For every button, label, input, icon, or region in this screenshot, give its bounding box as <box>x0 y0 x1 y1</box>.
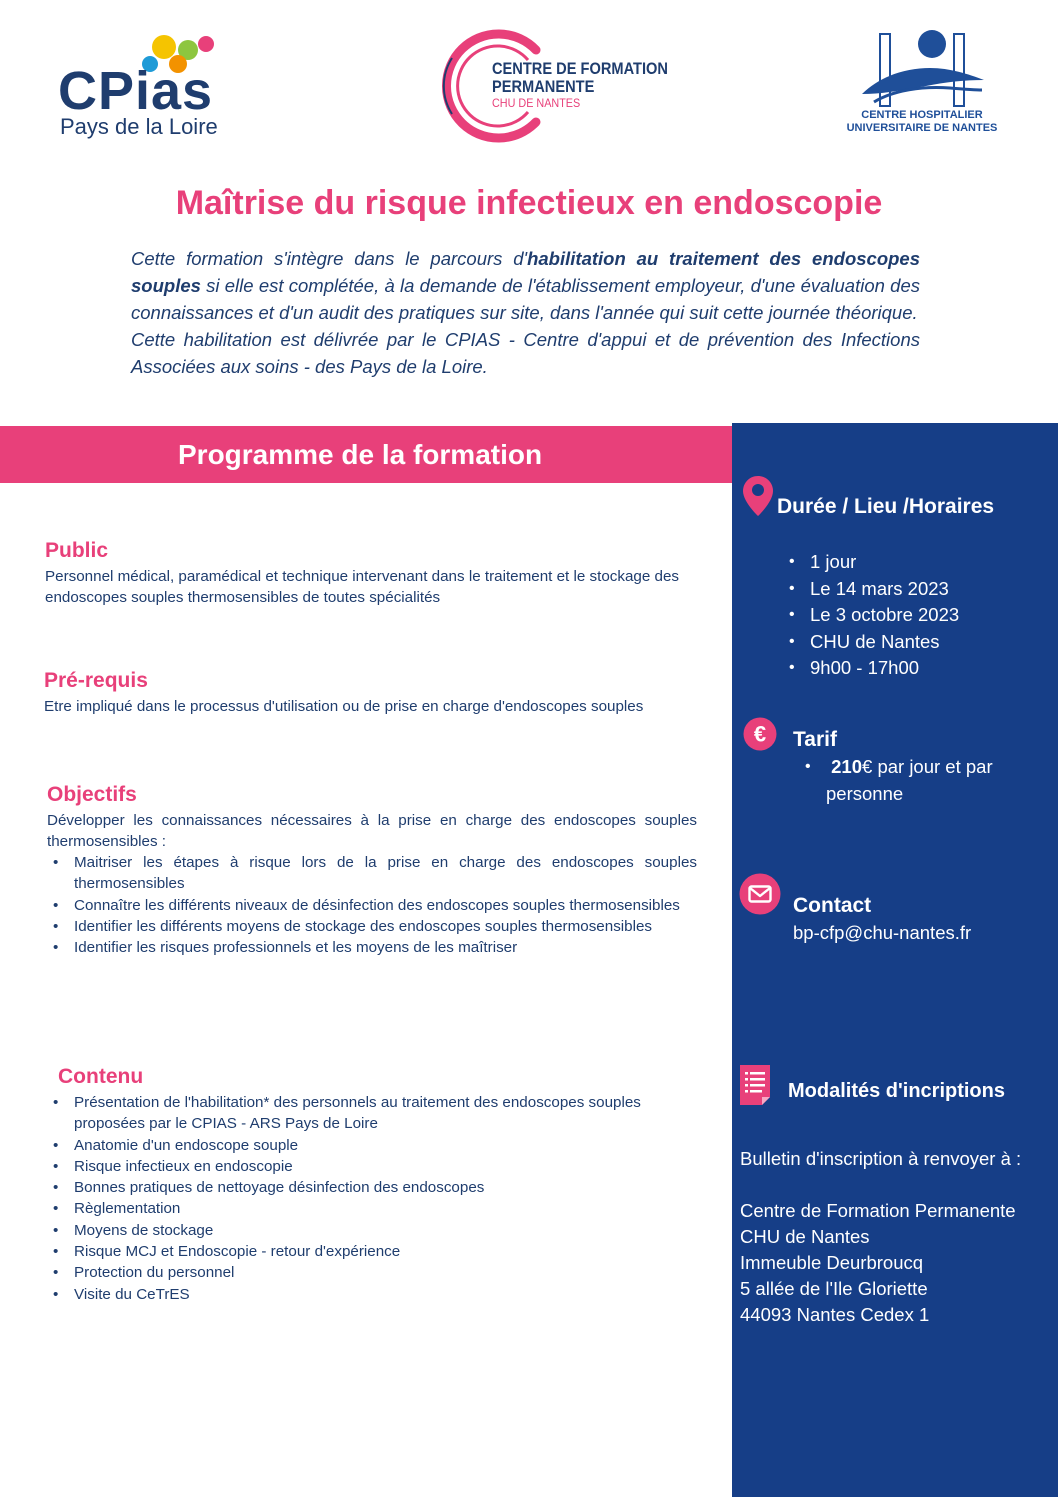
list-item: • Identifier les risques professionnels et les moyens de les maîtriser <box>47 937 697 958</box>
contact-title: Contact <box>793 894 872 917</box>
list-item: • Moyens de stockage <box>47 1220 687 1241</box>
objectifs-intro: Développer les connaissances nécessaires à la prise en charge des endoscopes souples thermosensibles : <box>47 812 697 851</box>
address-line-4: 5 allée de l'Ile Gloriette <box>740 1278 928 1299</box>
intro-p1-before: Cette formation s'intègre dans le parcours d' <box>131 248 528 269</box>
chu-logo-line2: UNIVERSITAIRE DE NANTES <box>846 122 998 134</box>
location-pin-icon <box>742 475 774 517</box>
list-item: • Le 3 octobre 2023 <box>810 602 959 629</box>
tarif-price-rest: € par jour et par <box>862 756 993 777</box>
public-title: Public <box>45 539 109 562</box>
address-line-3: Immeuble Deurbroucq <box>740 1252 924 1273</box>
programme-banner <box>0 426 732 483</box>
intro-p1-after: si elle est complétée, à la demande de l'établissement employeur, d'une évaluation des connaissances et d'un audit des pratiques sur site, dans l'année qui suit cette journée théorique. <box>131 275 920 323</box>
chu-logo <box>842 28 1002 140</box>
address-line-5: 44093 Nantes Cedex 1 <box>740 1304 930 1325</box>
list-item: • Maitriser les étapes à risque lors de la prise en charge des endoscopes souples thermosensibles <box>47 852 697 895</box>
contact-email[interactable]: bp-cfp@chu-nantes.fr <box>793 922 972 943</box>
list-item: • Bonnes pratiques de nettoyage désinfection des endoscopes <box>47 1177 687 1198</box>
intro-p1 <box>131 245 920 326</box>
intro-paragraph <box>131 245 920 380</box>
intro-p1-bold: habilitation au traitement des endoscopes souples <box>131 248 920 296</box>
intro-p2: Cette habilitation est délivrée par le CPIAS - Centre d'appui et de prévention des Infections Associées aux soins - des Pays de la Loire. <box>131 329 920 377</box>
list-item: • Identifier les différents moyens de stockage des endoscopes souples thermosensibles <box>47 916 697 937</box>
objectifs-title: Objectifs <box>47 783 137 806</box>
list-item: • Risque MCJ et Endoscopie - retour d'expérience <box>47 1241 687 1262</box>
document-icon <box>738 1063 772 1107</box>
list-item: • CHU de Nantes <box>810 629 959 656</box>
list-item <box>826 754 993 781</box>
modalites-title: Modalités d'incriptions <box>788 1080 1005 1102</box>
list-item: • Visite du CeTrES <box>47 1284 687 1305</box>
cpias-logo-sub: Pays de la Loire <box>60 114 218 139</box>
euro-glyph: € <box>753 721 767 747</box>
list-item: • Connaître les différents niveaux de désinfection des endoscopes souples thermosensibles <box>47 895 697 916</box>
address-line-1: Centre de Formation Permanente <box>740 1200 1016 1221</box>
public-text: Personnel médical, paramédical et technique intervenant dans le traitement et le stockage des endoscopes souples thermosensibles de toutes spécialités <box>45 568 680 607</box>
list-item: • 1 jour <box>810 549 959 576</box>
cfp-logo-line1: CENTRE DE FORMATION <box>492 59 668 78</box>
list-item: • Protection du personnel <box>47 1262 687 1283</box>
duree-list <box>810 549 959 682</box>
prerequis-title: Pré-requis <box>44 669 148 692</box>
address-line-2: CHU de Nantes <box>740 1226 870 1247</box>
modalites-bulletin: Bulletin d'inscription à renvoyer à : <box>740 1148 1022 1169</box>
cfp-logo-line2: PERMANENTE <box>492 77 595 96</box>
contenu-list <box>47 1092 687 1305</box>
list-item: • Anatomie d'un endoscope souple <box>47 1135 687 1156</box>
tarif-price: 210 <box>831 756 863 777</box>
contenu-title: Contenu <box>58 1065 144 1088</box>
prerequis-text: Etre impliqué dans le processus d'utilisation ou de prise en charge d'endoscopes souples <box>44 698 644 715</box>
cpias-logo <box>58 34 218 142</box>
list-item: • Risque infectieux en endoscopie <box>47 1156 687 1177</box>
info-sidebar <box>732 423 1058 1497</box>
list-item: • Règlementation <box>47 1198 687 1219</box>
euro-icon <box>743 717 777 751</box>
list-item: • Présentation de l'habilitation* des personnels au traitement des endoscopes souples proposées par le CPIAS - ARS Pays de Loire <box>47 1092 687 1135</box>
duree-title: Durée / Lieu /Horaires <box>777 495 995 518</box>
objectifs-list <box>47 852 697 958</box>
tarif-title: Tarif <box>793 728 837 751</box>
chu-mark-icon <box>860 28 984 108</box>
cpias-logo-name: CPias <box>58 61 214 121</box>
tarif-price-rest-line2: personne <box>826 782 904 804</box>
mail-icon <box>739 873 781 915</box>
cfp-logo-line3: CHU DE NANTES <box>492 96 581 110</box>
document-title: Maîtrise du risque infectieux en endoscopie <box>175 184 883 222</box>
tarif-list <box>826 754 993 807</box>
list-item: • 9h00 - 17h00 <box>810 655 959 682</box>
programme-title: Programme de la formation <box>178 439 543 470</box>
cfp-logo <box>436 28 668 144</box>
list-item: • Le 14 mars 2023 <box>810 576 959 603</box>
chu-logo-line1: CENTRE HOSPITALIER <box>861 109 983 121</box>
